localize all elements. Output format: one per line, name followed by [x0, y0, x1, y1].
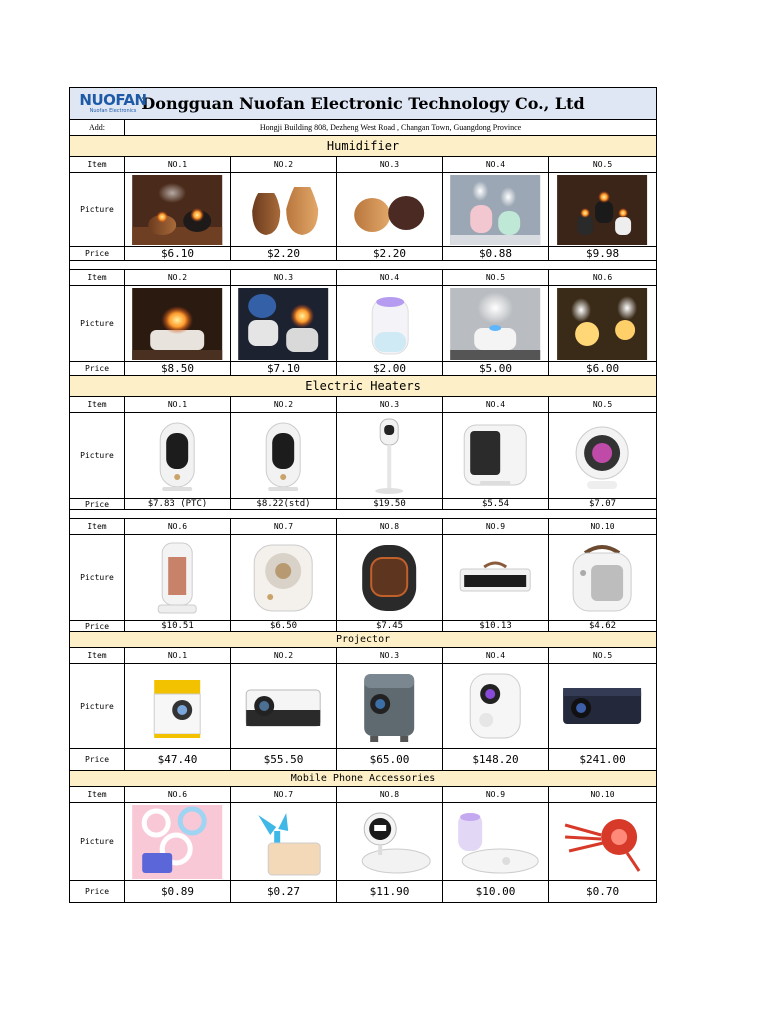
item-no: NO.7: [231, 787, 337, 803]
item-label: Item: [70, 648, 125, 664]
picture-label: Picture: [70, 803, 125, 881]
item-no: NO.5: [443, 270, 549, 286]
price-value: $47.40: [125, 749, 231, 771]
item-no: NO.8: [337, 519, 443, 535]
item-label: Item: [70, 519, 125, 535]
picture-label: Picture: [70, 173, 125, 247]
price-value: $7.07: [549, 499, 657, 510]
product-image-fan-heater: [549, 413, 657, 499]
logo-subtext: Nuofan Electronics: [89, 108, 137, 114]
product-image-wall-heater: [443, 535, 549, 621]
price-value: $7.45: [337, 621, 443, 632]
item-label: Item: [70, 270, 125, 286]
section-title-projector: Projector: [70, 632, 657, 648]
price-label: Price: [70, 499, 125, 510]
item-no: NO.2: [125, 270, 231, 286]
product-image-white-robot-projector: [443, 664, 549, 749]
price-label: Price: [70, 881, 125, 903]
item-no: NO.9: [443, 519, 549, 535]
product-image-stand-heater: [337, 413, 443, 499]
item-no: NO.2: [231, 648, 337, 664]
item-no: NO.2: [231, 157, 337, 173]
price-value: $5.54: [443, 499, 549, 510]
product-image-pastel-mini-humidifier: [443, 173, 549, 247]
product-image-rgb-cylinder-humidifier: [337, 286, 443, 362]
price-value: $2.20: [231, 247, 337, 261]
price-value: $241.00: [549, 749, 657, 771]
item-no: NO.4: [443, 157, 549, 173]
company-logo: [78, 93, 148, 115]
price-value: $6.00: [549, 362, 657, 376]
picture-label: Picture: [70, 664, 125, 749]
item-no: NO.5: [549, 157, 657, 173]
item-no: NO.3: [337, 157, 443, 173]
price-value: $0.27: [231, 881, 337, 903]
product-image-cube-heater: [443, 413, 549, 499]
price-value: $0.89: [125, 881, 231, 903]
price-value: $19.50: [337, 499, 443, 510]
item-label: Item: [70, 157, 125, 173]
address-label: Add:: [70, 120, 125, 136]
row-gap: [70, 510, 657, 519]
price-value: $2.00: [337, 362, 443, 376]
item-label: Item: [70, 397, 125, 413]
item-no: NO.1: [125, 648, 231, 664]
product-image-volcano-humidifier-pair: [231, 286, 337, 362]
product-image-wood-vase-humidifier: [231, 173, 337, 247]
product-image-lamp-wireless-charger: [443, 803, 549, 881]
picture-label: Picture: [70, 413, 125, 499]
price-label: Price: [70, 621, 125, 632]
product-image-yellow-cube-projector: [125, 664, 231, 749]
product-image-flame-diffuser-set: [549, 173, 657, 247]
product-image-flame-humidifier-pair: [125, 173, 231, 247]
product-image-tower-heater: [125, 535, 231, 621]
price-label: Price: [70, 362, 125, 376]
item-no: NO.5: [549, 397, 657, 413]
item-no: NO.8: [337, 787, 443, 803]
item-no: NO.2: [231, 397, 337, 413]
price-value: $6.50: [231, 621, 337, 632]
product-image-retractable-cable: [549, 803, 657, 881]
company-name: Dongguan Nuofan Electronic Technology Co., Ltd: [141, 94, 585, 113]
product-image-flame-aroma-diffuser: [125, 286, 231, 362]
picture-label: Picture: [70, 286, 125, 362]
row-gap: [70, 261, 657, 270]
item-no: NO.5: [549, 648, 657, 664]
item-no: NO.4: [443, 397, 549, 413]
product-image-handle-heater: [549, 535, 657, 621]
price-value: $10.00: [443, 881, 549, 903]
item-no: NO.6: [549, 270, 657, 286]
section-title-humidifier: Humidifier: [70, 136, 657, 157]
item-no: NO.10: [549, 519, 657, 535]
section-title-mobile: Mobile Phone Accessories: [70, 771, 657, 787]
product-image-phone-mini-fan: [231, 803, 337, 881]
price-value: $55.50: [231, 749, 337, 771]
item-no: NO.4: [337, 270, 443, 286]
price-value: $0.88: [443, 247, 549, 261]
address-text: Hongji Building 808, Dezheng West Road , Changan Town, Guangdong Province: [125, 120, 657, 136]
product-image-oval-std-heater: [231, 413, 337, 499]
item-no: NO.1: [125, 397, 231, 413]
price-value: $5.00: [443, 362, 549, 376]
price-sheet: [69, 87, 656, 903]
item-label: Item: [70, 787, 125, 803]
price-value: $2.20: [337, 247, 443, 261]
item-no: NO.6: [125, 787, 231, 803]
logo-text: NUOFAN: [79, 91, 147, 109]
item-no: NO.10: [549, 787, 657, 803]
item-no: NO.7: [231, 519, 337, 535]
product-image-white-projector: [231, 664, 337, 749]
price-value: $10.13: [443, 621, 549, 632]
item-no: NO.3: [337, 397, 443, 413]
product-image-black-oval-heater: [337, 535, 443, 621]
price-value: $4.62: [549, 621, 657, 632]
price-value: $6.10: [125, 247, 231, 261]
company-header: [70, 88, 657, 120]
item-no: NO.9: [443, 787, 549, 803]
catalog-table: [69, 87, 657, 903]
product-image-white-mist-humidifier: [443, 286, 549, 362]
price-value: $8.50: [125, 362, 231, 376]
price-value: $148.20: [443, 749, 549, 771]
product-image-round-wood-humidifier: [337, 173, 443, 247]
price-value: $65.00: [337, 749, 443, 771]
item-no: NO.4: [443, 648, 549, 664]
product-image-moon-lamp-humidifier: [549, 286, 657, 362]
price-value: $0.70: [549, 881, 657, 903]
price-value: $7.10: [231, 362, 337, 376]
product-image-clock-wireless-charger: [337, 803, 443, 881]
section-title-heaters: Electric Heaters: [70, 376, 657, 397]
price-label: Price: [70, 749, 125, 771]
item-no: NO.6: [125, 519, 231, 535]
price-value: $9.98: [549, 247, 657, 261]
item-no: NO.1: [125, 157, 231, 173]
item-no: NO.3: [231, 270, 337, 286]
price-label: Price: [70, 247, 125, 261]
item-no: NO.3: [337, 648, 443, 664]
price-value: $7.83 (PTC): [125, 499, 231, 510]
product-image-round-fan-heater: [231, 535, 337, 621]
product-image-selfie-ring-light: [125, 803, 231, 881]
picture-label: Picture: [70, 535, 125, 621]
product-image-black-projector: [549, 664, 657, 749]
product-image-grey-projector: [337, 664, 443, 749]
price-value: $10.51: [125, 621, 231, 632]
price-value: $8.22(std): [231, 499, 337, 510]
price-value: $11.90: [337, 881, 443, 903]
product-image-oval-ptc-heater: [125, 413, 231, 499]
